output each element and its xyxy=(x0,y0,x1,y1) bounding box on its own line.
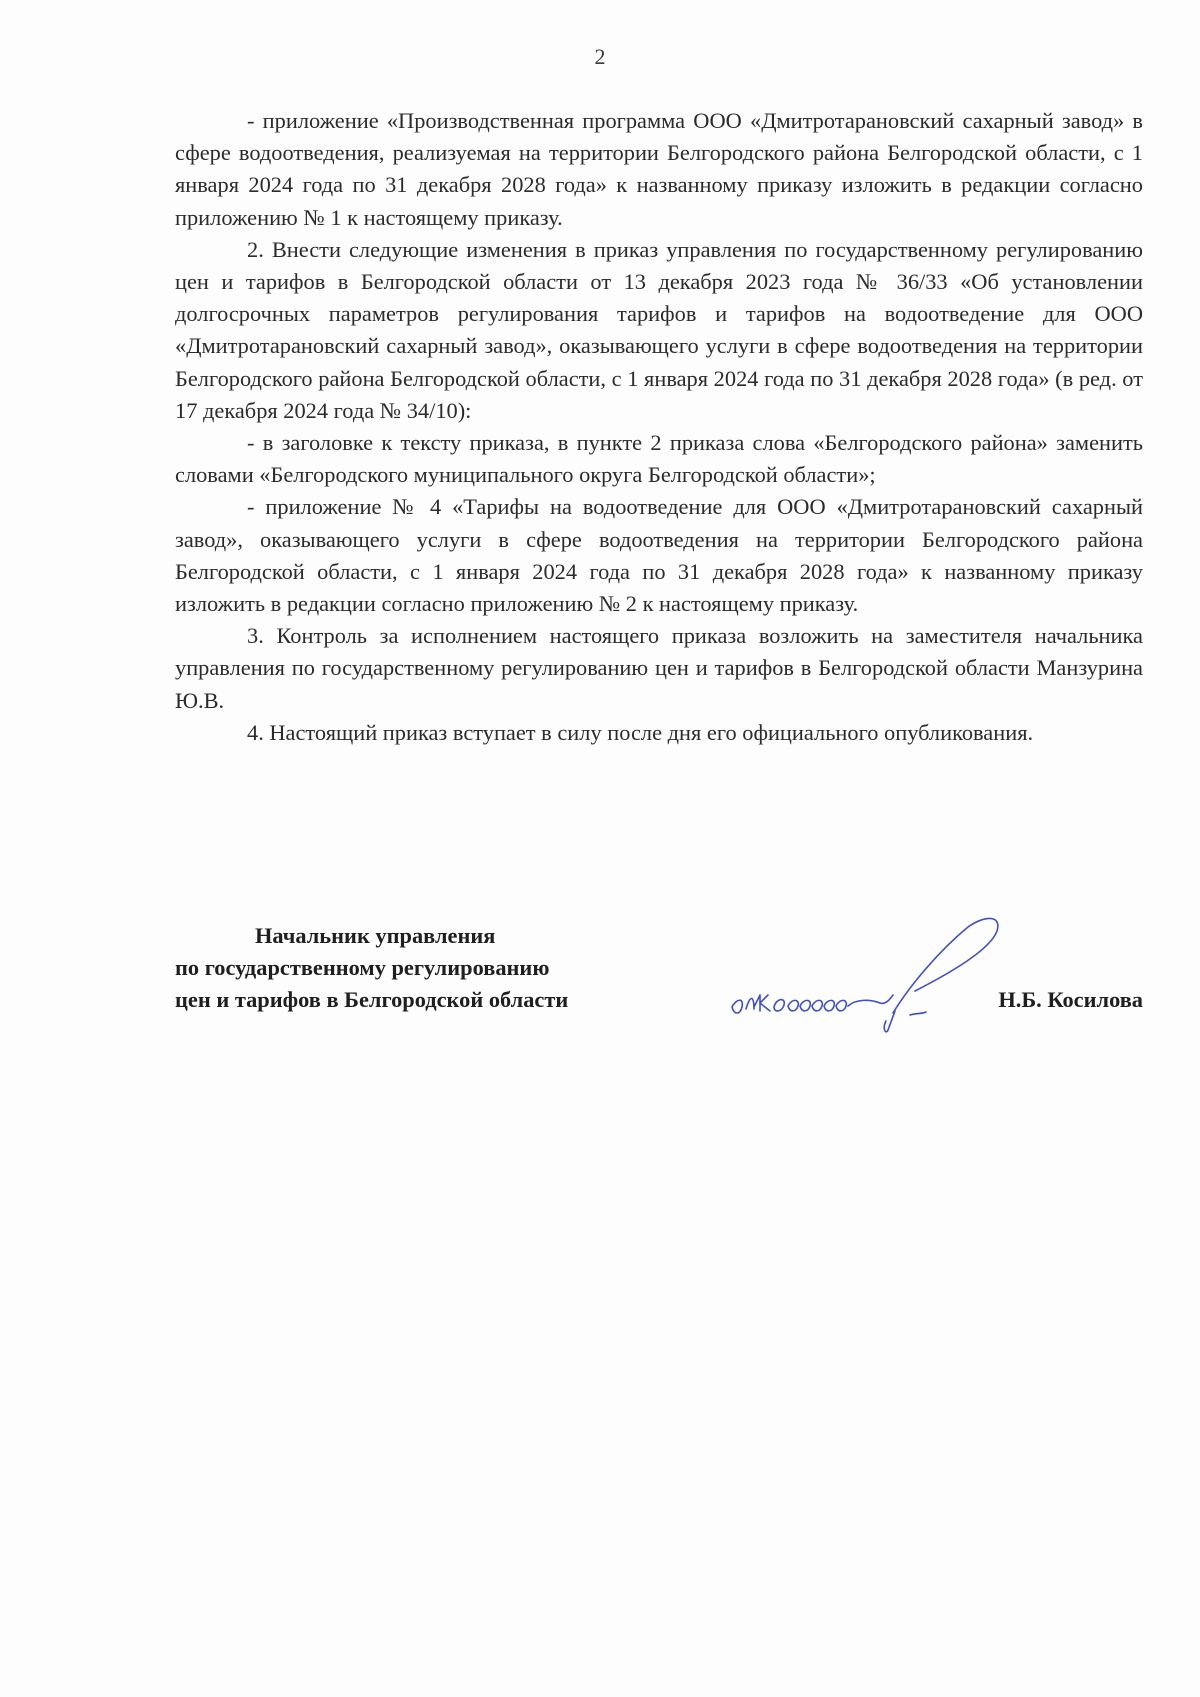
paragraph-annex-1: - приложение «Производственная программа ООО «Дмитротарановский сахарный завод» в сфере водоотведения, реализуемая на территории Белгородского района Белгородской области, с 1 января 2024 года по 31 декабря 2028 года» к названному приказу изложить в редакции согласно приложению № 1 к настоящему приказу. xyxy=(175,108,1143,230)
handwritten-signature xyxy=(710,895,1010,1045)
signatory-title xyxy=(175,920,655,1016)
signature-block xyxy=(175,920,1143,1040)
signatory-title-line-1: Начальник управления xyxy=(255,923,496,948)
signatory-name: Н.Б. Косилова xyxy=(998,987,1143,1012)
document-body xyxy=(175,105,1143,749)
signatory-title-line-2: по государственному регулированию xyxy=(175,955,550,980)
page-number: 2 xyxy=(594,44,606,69)
signatory-title-line-3: цен и тарифов в Белгородской области xyxy=(175,987,569,1012)
paragraph-item-3: 3. Контроль за исполнением настоящего приказа возложить на заместителя начальника управления по государственному регулированию цен и тарифов в Белгородской области Манзурина Ю.В. xyxy=(175,623,1143,713)
paragraph-item-2: 2. Внести следующие изменения в приказ управления по государственному регулированию цен и тарифов в Белгородской области от 13 декабря 2023 года № 36/33 «Об установлении долгосрочных параметров регулирования тарифов и тарифов на водоотведение для ООО «Дмитротарановский сахарный завод», оказывающего услуги в сфере водоотведения на территории Белгородского района Белгородской области, с 1 января 2024 года по 31 декабря 2028 года» (в ред. от 17 декабря 2024 года № 34/10): xyxy=(175,236,1143,423)
paragraph-item-2-title-change: - в заголовке к тексту приказа, в пункте 2 приказа слова «Белгородского района» заменить словами «Белгородского муниципального округа Белгородской области»; xyxy=(175,430,1143,488)
paragraph-item-4: 4. Настоящий приказ вступает в силу после дня его официального опубликования. xyxy=(247,719,1034,745)
paragraph-item-2-annex-4: - приложение № 4 «Тарифы на водоотведение для ООО «Дмитротарановский сахарный завод», оказывающего услуги в сфере водоотведения на территории Белгородского района Белгородской области, с 1 января 2024 года по 31 декабря 2028 года» к названному приказу изложить в редакции согласно приложению № 2 к настоящему приказу. xyxy=(175,494,1143,617)
